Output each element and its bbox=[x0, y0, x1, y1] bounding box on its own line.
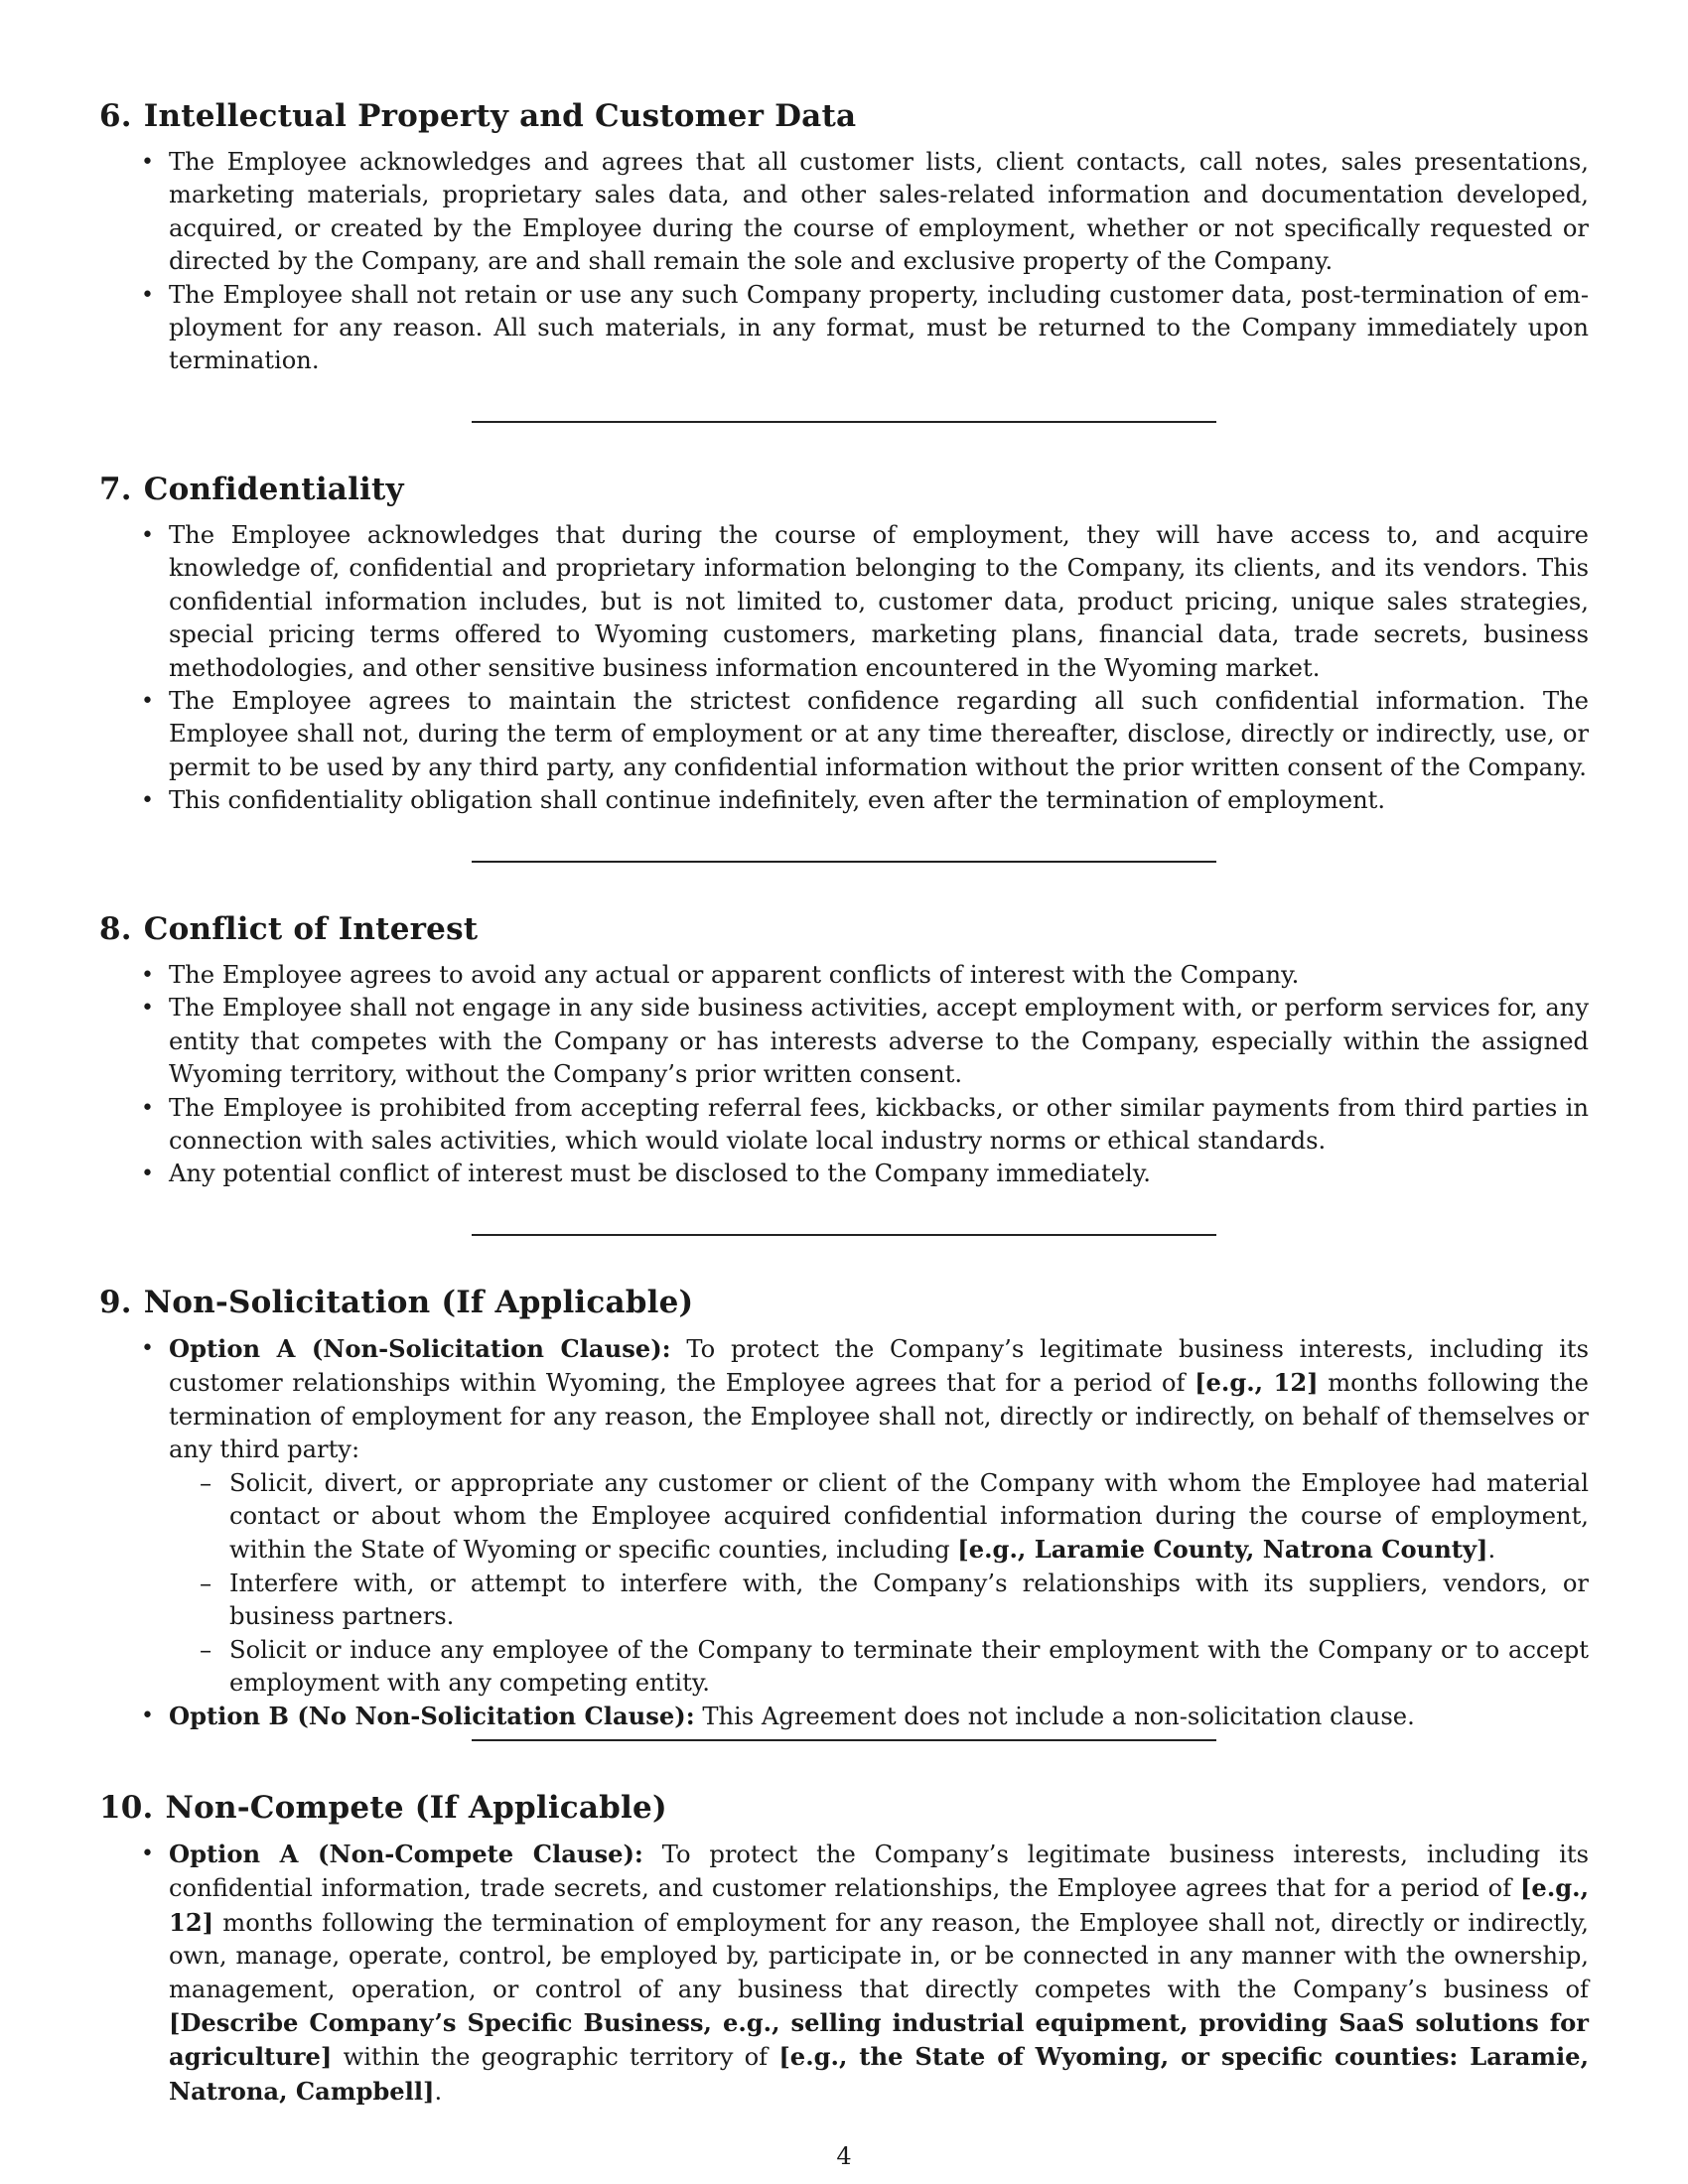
bullet-list bbox=[99, 1838, 1589, 2109]
section-divider bbox=[472, 861, 1216, 863]
section-intellectual-property bbox=[99, 96, 1589, 378]
bullet-list bbox=[99, 146, 1589, 378]
placeholder-text: [e.g., Laramie County, Natrona County] bbox=[957, 1535, 1488, 1565]
section-divider bbox=[472, 421, 1216, 423]
option-a-item: • Option A (Non-Solicitation Clause): To protect the Company’s legitimate business interests, including its customer relationships within Wyoming, the Employee agrees that for a period of [e.g., 12] months following the termination of employment for any reason, the Employee shall not, directly or indirectly, on behalf of themselves or any third party: – Solicit, divert, or appropriate any customer or client of the Company with whom the Employee had material contact or about whom the Employee acquired confidential information during the course of employment, within the State of Wyoming or specific counties, including [e.g., Laramie County, Natrona County]. – Interfere with, or attempt to interfere with, the Company’s relationships with its suppliers, vendors, or business partners. – Solicit or induce any employee of the Company to terminate their employment with the Company or to accept employment with any competing entity. bbox=[169, 1332, 1589, 1700]
list-item: • The Employee acknowledges that during the course of employment, they will have access to, and acquire knowledge of, confidential and proprietary information belonging to the Company, its clients, and its vendors. This confidential information includes, but is not limited to, customer data, product pricing, unique sales strategies, special pricing terms offered to Wyoming customers, marketing plans, financial data, trade secrets, business methodologies, and other sensitive business information encountered in the Wyoming market. bbox=[169, 519, 1589, 685]
list-item: • The Employee is prohibited from accepting referral fees, kickbacks, or other similar payments from third parties in connection with sales activities, which would violate local industry norms or ethical standards. bbox=[169, 1092, 1589, 1159]
section-non-solicitation bbox=[99, 1283, 1589, 1734]
sub-item: – Solicit, divert, or appropriate any customer or client of the Company with whom the Employee had material contact or about whom the Employee acquired confidential information during the course of employment, within the State of Wyoming or specific counties, including [e.g., Laramie County, Natrona County]. bbox=[229, 1467, 1589, 1568]
bullet-list bbox=[99, 1332, 1589, 1734]
sub-item: – Solicit or induce any employee of the Company to terminate their employment with the Company or to accept employment with any competing entity. bbox=[229, 1634, 1589, 1701]
placeholder-text: [Describe Company’s Specific Business, e.g., selling industrial equipment, providing SaaS solutions for agriculture] bbox=[169, 2008, 1589, 2072]
option-a-item: • Option A (Non-Compete Clause): To protect the Company’s legitimate business interests, including its confidential information, trade secrets, and customer relationships, the Employee agrees that for a period of [e.g., 12] months following the termination of employment for any reason, the Employee shall not, directly or indirectly, own, manage, operate, control, be employed by, participate in, or be connected in any manner with the ownership, management, operation, or control of any business that directly competes with the Company’s business of [Describe Company’s Specific Business, e.g., selling industrial equipment, providing SaaS solutions for agriculture] within the geographic territory of [e.g., the State of Wyoming, or specific counties: Laramie, Natrona, Campbell]. bbox=[169, 1838, 1589, 2109]
page-number: 4 bbox=[836, 2142, 852, 2170]
section-heading: 7. Confidentiality bbox=[99, 472, 404, 507]
section-divider bbox=[472, 1234, 1216, 1236]
sub-list bbox=[169, 1467, 1589, 1701]
sub-item: – Interfere with, or attempt to interfere with, the Company’s relationships with its suppliers, vendors, or business partners. bbox=[229, 1568, 1589, 1634]
list-item: • The Employee agrees to avoid any actual or apparent conflicts of interest with the Company. bbox=[169, 959, 1589, 992]
list-item: • The Employee shall not engage in any side business activities, accept employment with, or perform services for, any entity that competes with the Company or has interests adverse to the Company, especially within the assigned Wyoming territory, without the Company’s prior written consent. bbox=[169, 992, 1589, 1091]
option-label: Option B (No Non-Solicitation Clause): bbox=[169, 1702, 695, 1731]
placeholder-text: [e.g., 12] bbox=[169, 1873, 1589, 1937]
section-divider bbox=[472, 1739, 1216, 1741]
bullet-list bbox=[99, 959, 1589, 1191]
list-item: • This confidentiality obligation shall continue indefinitely, even after the termination of employment. bbox=[169, 784, 1589, 817]
option-label: Option A (Non-Compete Clause): bbox=[169, 1840, 643, 1868]
section-heading: 9. Non-Solicitation (If Applicable) bbox=[99, 1285, 694, 1320]
section-heading: 10. Non-Compete (If Applicable) bbox=[99, 1790, 667, 1826]
placeholder-text: [e.g., 12] bbox=[1195, 1368, 1319, 1398]
list-item: • The Employee acknowledges and agrees that all customer lists, client contacts, call notes, sales presentations, marketing materials, proprietary sales data, and other sales-related information and documentation developed, acquired, or created by the Employee during the course of employment, whether or not specifically requested or directed by the Company, are and shall remain the sole and exclusive property of the Company. bbox=[169, 146, 1589, 279]
list-item: • Any potential conflict of interest must be disclosed to the Company immediately. bbox=[169, 1158, 1589, 1190]
section-non-compete bbox=[99, 1788, 1589, 2109]
section-heading: 8. Conflict of Interest bbox=[99, 911, 479, 947]
placeholder-text: [e.g., the State of Wyoming, or specific counties: Laramie, Natrona, Campbell] bbox=[169, 2042, 1589, 2106]
section-conflict-of-interest bbox=[99, 909, 1589, 1191]
option-label: Option A (Non-Solicitation Clause): bbox=[169, 1334, 671, 1363]
section-confidentiality bbox=[99, 470, 1589, 818]
section-heading: 6. Intellectual Property and Customer Data bbox=[99, 98, 857, 134]
bullet-list bbox=[99, 519, 1589, 818]
list-item: • The Employee agrees to maintain the strictest confidence regarding all such confidential information. The Employee shall not, during the term of employment or at any time thereafter, disclose, directly or indirectly, use, or permit to be used by any third party, any confidential information without the prior written consent of the Company. bbox=[169, 685, 1589, 784]
option-b-item: • Option B (No Non-Solicitation Clause): This Agreement does not include a non-solicitation clause. bbox=[169, 1700, 1589, 1733]
list-item: • The Employee shall not retain or use any such Company property, including customer data, post-termination of employment for any reason. All such materials, in any format, must be returned to the Company immediately upon termination. bbox=[169, 279, 1589, 378]
